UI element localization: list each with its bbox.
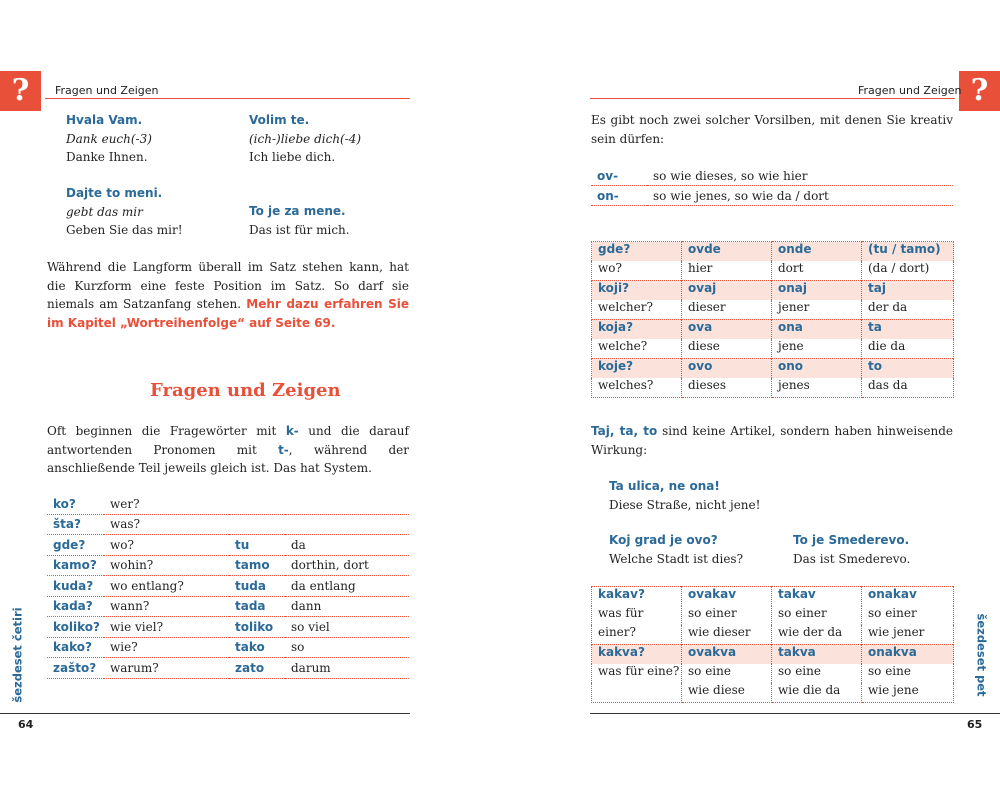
side-page-label-right: šezdeset pet [974, 613, 989, 697]
grid-de: jenes [772, 378, 862, 398]
demonstrative-grid-2 [591, 586, 954, 703]
question-word: kuda? [47, 576, 104, 597]
grid-sr: koja? [592, 320, 682, 340]
phrase-block-3 [66, 184, 183, 240]
question-word-de: warum? [104, 658, 229, 679]
grid-de: so einer [772, 606, 862, 625]
header-rule [590, 98, 955, 99]
side-page-label-left: šezdeset četiri [10, 607, 25, 703]
table-row [47, 535, 409, 556]
example-de: Diese Straße, nicht jene! [609, 497, 761, 512]
phrase-literal: Dank euch(-3) [66, 131, 152, 146]
example-sr: To je Smederevo. [793, 533, 910, 547]
table-row [591, 166, 953, 186]
question-word-de: was? [104, 514, 229, 535]
grid-de: so einer [862, 606, 954, 625]
answer-word-de: dorthin, dort [285, 555, 409, 576]
phrase-literal: gebt das mir [66, 204, 143, 219]
grid-de: so eine [682, 664, 772, 683]
grid-de: so eine [772, 664, 862, 683]
grid-de: wo? [592, 261, 682, 281]
grid-de: wie dieser [682, 625, 772, 645]
answer-word: tako [229, 637, 285, 658]
section-title: Fragen und Zeigen [150, 380, 341, 401]
grid-sr: ova [682, 320, 772, 340]
phrase-sr: To je za mene. [249, 204, 346, 218]
grid-de: welche? [592, 339, 682, 359]
question-mark-icon: ? [959, 71, 1000, 111]
phrase-de: Ich liebe dich. [249, 150, 336, 164]
grid-de: wie jene [862, 683, 954, 703]
phrase-block-2 [249, 111, 361, 167]
grid-sr: ovakav [682, 587, 772, 607]
grid-sr: gde? [592, 242, 682, 262]
grid-de: wie jener [862, 625, 954, 645]
question-word: šta? [47, 514, 104, 535]
example-de: Welche Stadt ist dies? [609, 551, 744, 566]
page-number-right: 65 [967, 718, 983, 731]
answer-word-de [285, 494, 409, 514]
grid-de: diese [682, 339, 772, 359]
answer-word: tuda [229, 576, 285, 597]
answer-word-de: darum [285, 658, 409, 679]
answer-word-de: dann [285, 596, 409, 617]
table-row [47, 596, 409, 617]
example-2 [609, 531, 743, 568]
grid-de: welches? [592, 378, 682, 398]
grid-de: der da [862, 300, 954, 320]
prefix-word: ov- [597, 168, 619, 183]
grid-de: hier [682, 261, 772, 281]
question-word: kada? [47, 596, 104, 617]
running-header-left: Fragen und Zeigen [55, 84, 159, 97]
grid-sr: to [862, 359, 954, 379]
answer-word-de [285, 514, 409, 535]
answer-word: tamo [229, 555, 285, 576]
grid-sr: kakav? [592, 587, 682, 607]
paragraph-demonstratives [591, 422, 953, 459]
prefix-de: so wie jenes, so wie da / dort [653, 188, 829, 203]
question-word: gde? [47, 535, 104, 556]
grid-sr: ono [772, 359, 862, 379]
grid-sr: ta [862, 320, 954, 340]
question-word: zašto? [47, 658, 104, 679]
paragraph-kurzform [47, 258, 409, 332]
grid-de: jener [772, 300, 862, 320]
example-1 [609, 477, 760, 514]
grid-sr: onakva [862, 645, 954, 665]
table-row [47, 637, 409, 658]
grid-de: was für [592, 606, 682, 625]
phrase-sr: Volim te. [249, 113, 310, 127]
example-de: Das ist Smederevo. [793, 551, 911, 566]
phrase-sr: Dajte to meni. [66, 186, 163, 200]
demonstrative-grid-1 [591, 241, 954, 398]
paragraph-text: Oft beginnen die Fragewörter mit [47, 424, 286, 438]
grid-de: dieser [682, 300, 772, 320]
question-word-table [47, 494, 409, 679]
table-row [47, 555, 409, 576]
answer-word: toliko [229, 617, 285, 638]
phrase-literal: (ich-)liebe dich(-4) [249, 131, 362, 146]
prefix-de: so wie dieses, so wie hier [653, 168, 808, 183]
page-number-left: 64 [18, 718, 34, 731]
paragraph-text: , während der anschließende Teil jeweils gleich ist. Das hat System. [47, 442, 409, 475]
grid-de: so eine [862, 664, 954, 683]
grid-sr: taj [862, 281, 954, 301]
prefix-word: on- [597, 188, 619, 203]
grid-de: das da [862, 378, 954, 398]
question-word-de: wohin? [104, 555, 229, 576]
grid-sr: (tu / tamo) [862, 242, 954, 262]
table-row [47, 576, 409, 597]
example-sr: Koj grad je ovo? [609, 533, 718, 547]
question-word-de: wo? [104, 535, 229, 556]
question-word: ko? [47, 494, 104, 514]
grid-sr: kakva? [592, 645, 682, 665]
question-word-de: wie viel? [104, 617, 229, 638]
table-row [47, 617, 409, 638]
answer-word-de: da entlang [285, 576, 409, 597]
demonstratives-bold: Taj, ta, to [591, 424, 658, 438]
grid-de: (da / dort) [862, 261, 954, 281]
phrase-sr: Hvala Vam. [66, 113, 143, 127]
answer-word: tu [229, 535, 285, 556]
paragraph-intro: Es gibt noch zwei solcher Vorsilben, mit denen Sie kreativ sein dürfen: [591, 113, 953, 146]
grid-de: welcher? [592, 300, 682, 320]
answer-word-de: so viel [285, 617, 409, 638]
example-3 [793, 531, 910, 568]
phrase-de: Geben Sie das mir! [66, 223, 183, 237]
grid-sr: onaj [772, 281, 862, 301]
answer-word: tada [229, 596, 285, 617]
grid-de: dieses [682, 378, 772, 398]
grid-de: jene [772, 339, 862, 359]
answer-word: zato [229, 658, 285, 679]
table-row [47, 658, 409, 679]
question-word: kamo? [47, 555, 104, 576]
paragraph-fragewoerter [47, 422, 409, 478]
grid-sr: onde [772, 242, 862, 262]
answer-word-de: so [285, 637, 409, 658]
grid-sr: koje? [592, 359, 682, 379]
chapter-reference-link[interactable]: Mehr dazu erfahren Sie im Kapitel „Wortreihenfolge“ auf Seite 69. [47, 297, 409, 330]
footer-rule [0, 713, 410, 714]
grid-de: wie der da [772, 625, 862, 645]
table-row [47, 514, 409, 535]
grid-de: dort [772, 261, 862, 281]
phrase-block-4 [249, 202, 350, 239]
prefix-t: t- [278, 442, 289, 457]
header-rule [45, 98, 410, 99]
table-row [591, 186, 953, 206]
phrase-de: Danke Ihnen. [66, 150, 148, 164]
answer-word-de: da [285, 535, 409, 556]
example-sr: Ta ulica, ne ona! [609, 479, 720, 493]
grid-sr: takva [772, 645, 862, 665]
grid-sr: ovakva [682, 645, 772, 665]
paragraph-text: und die darauf antwortenden Pronomen mit [47, 424, 409, 457]
grid-de: einer? [592, 625, 682, 645]
grid-de: was für eine? [592, 664, 682, 683]
running-header-right: Fragen und Zeigen [858, 84, 962, 97]
question-word-de: wie? [104, 637, 229, 658]
paragraph-text: sind keine Artikel, sondern haben hinweisende Wirkung: [591, 424, 954, 457]
phrase-de: Das ist für mich. [249, 222, 350, 237]
question-word-de: wann? [104, 596, 229, 617]
grid-de [592, 683, 682, 703]
paragraph-text: Während die Langform überall im Satz stehen kann, hat die Kurzform eine feste Position im Satz. So darf sie niemals am Satzanfang stehen. [47, 260, 409, 311]
grid-sr: ovde [682, 242, 772, 262]
answer-word [229, 514, 285, 535]
grid-sr: ovo [682, 359, 772, 379]
grid-sr: ona [772, 320, 862, 340]
question-word-de: wer? [104, 494, 229, 514]
answer-word [229, 494, 285, 514]
prefix-k: k- [285, 424, 299, 438]
footer-rule [590, 713, 1000, 714]
grid-sr: takav [772, 587, 862, 607]
question-word-de: wo entlang? [104, 576, 229, 597]
table-row [47, 494, 409, 514]
grid-sr: koji? [592, 281, 682, 301]
grid-sr: ovaj [682, 281, 772, 301]
grid-de: wie diese [682, 683, 772, 703]
prefix-table [591, 166, 953, 206]
grid-de: die da [862, 339, 954, 359]
grid-de: wie die da [772, 683, 862, 703]
question-word: koliko? [47, 617, 104, 638]
grid-de: so einer [682, 606, 772, 625]
question-mark-icon: ? [0, 71, 41, 111]
question-word: kako? [47, 637, 104, 658]
phrase-block-1 [66, 111, 152, 167]
grid-sr: onakav [862, 587, 954, 607]
